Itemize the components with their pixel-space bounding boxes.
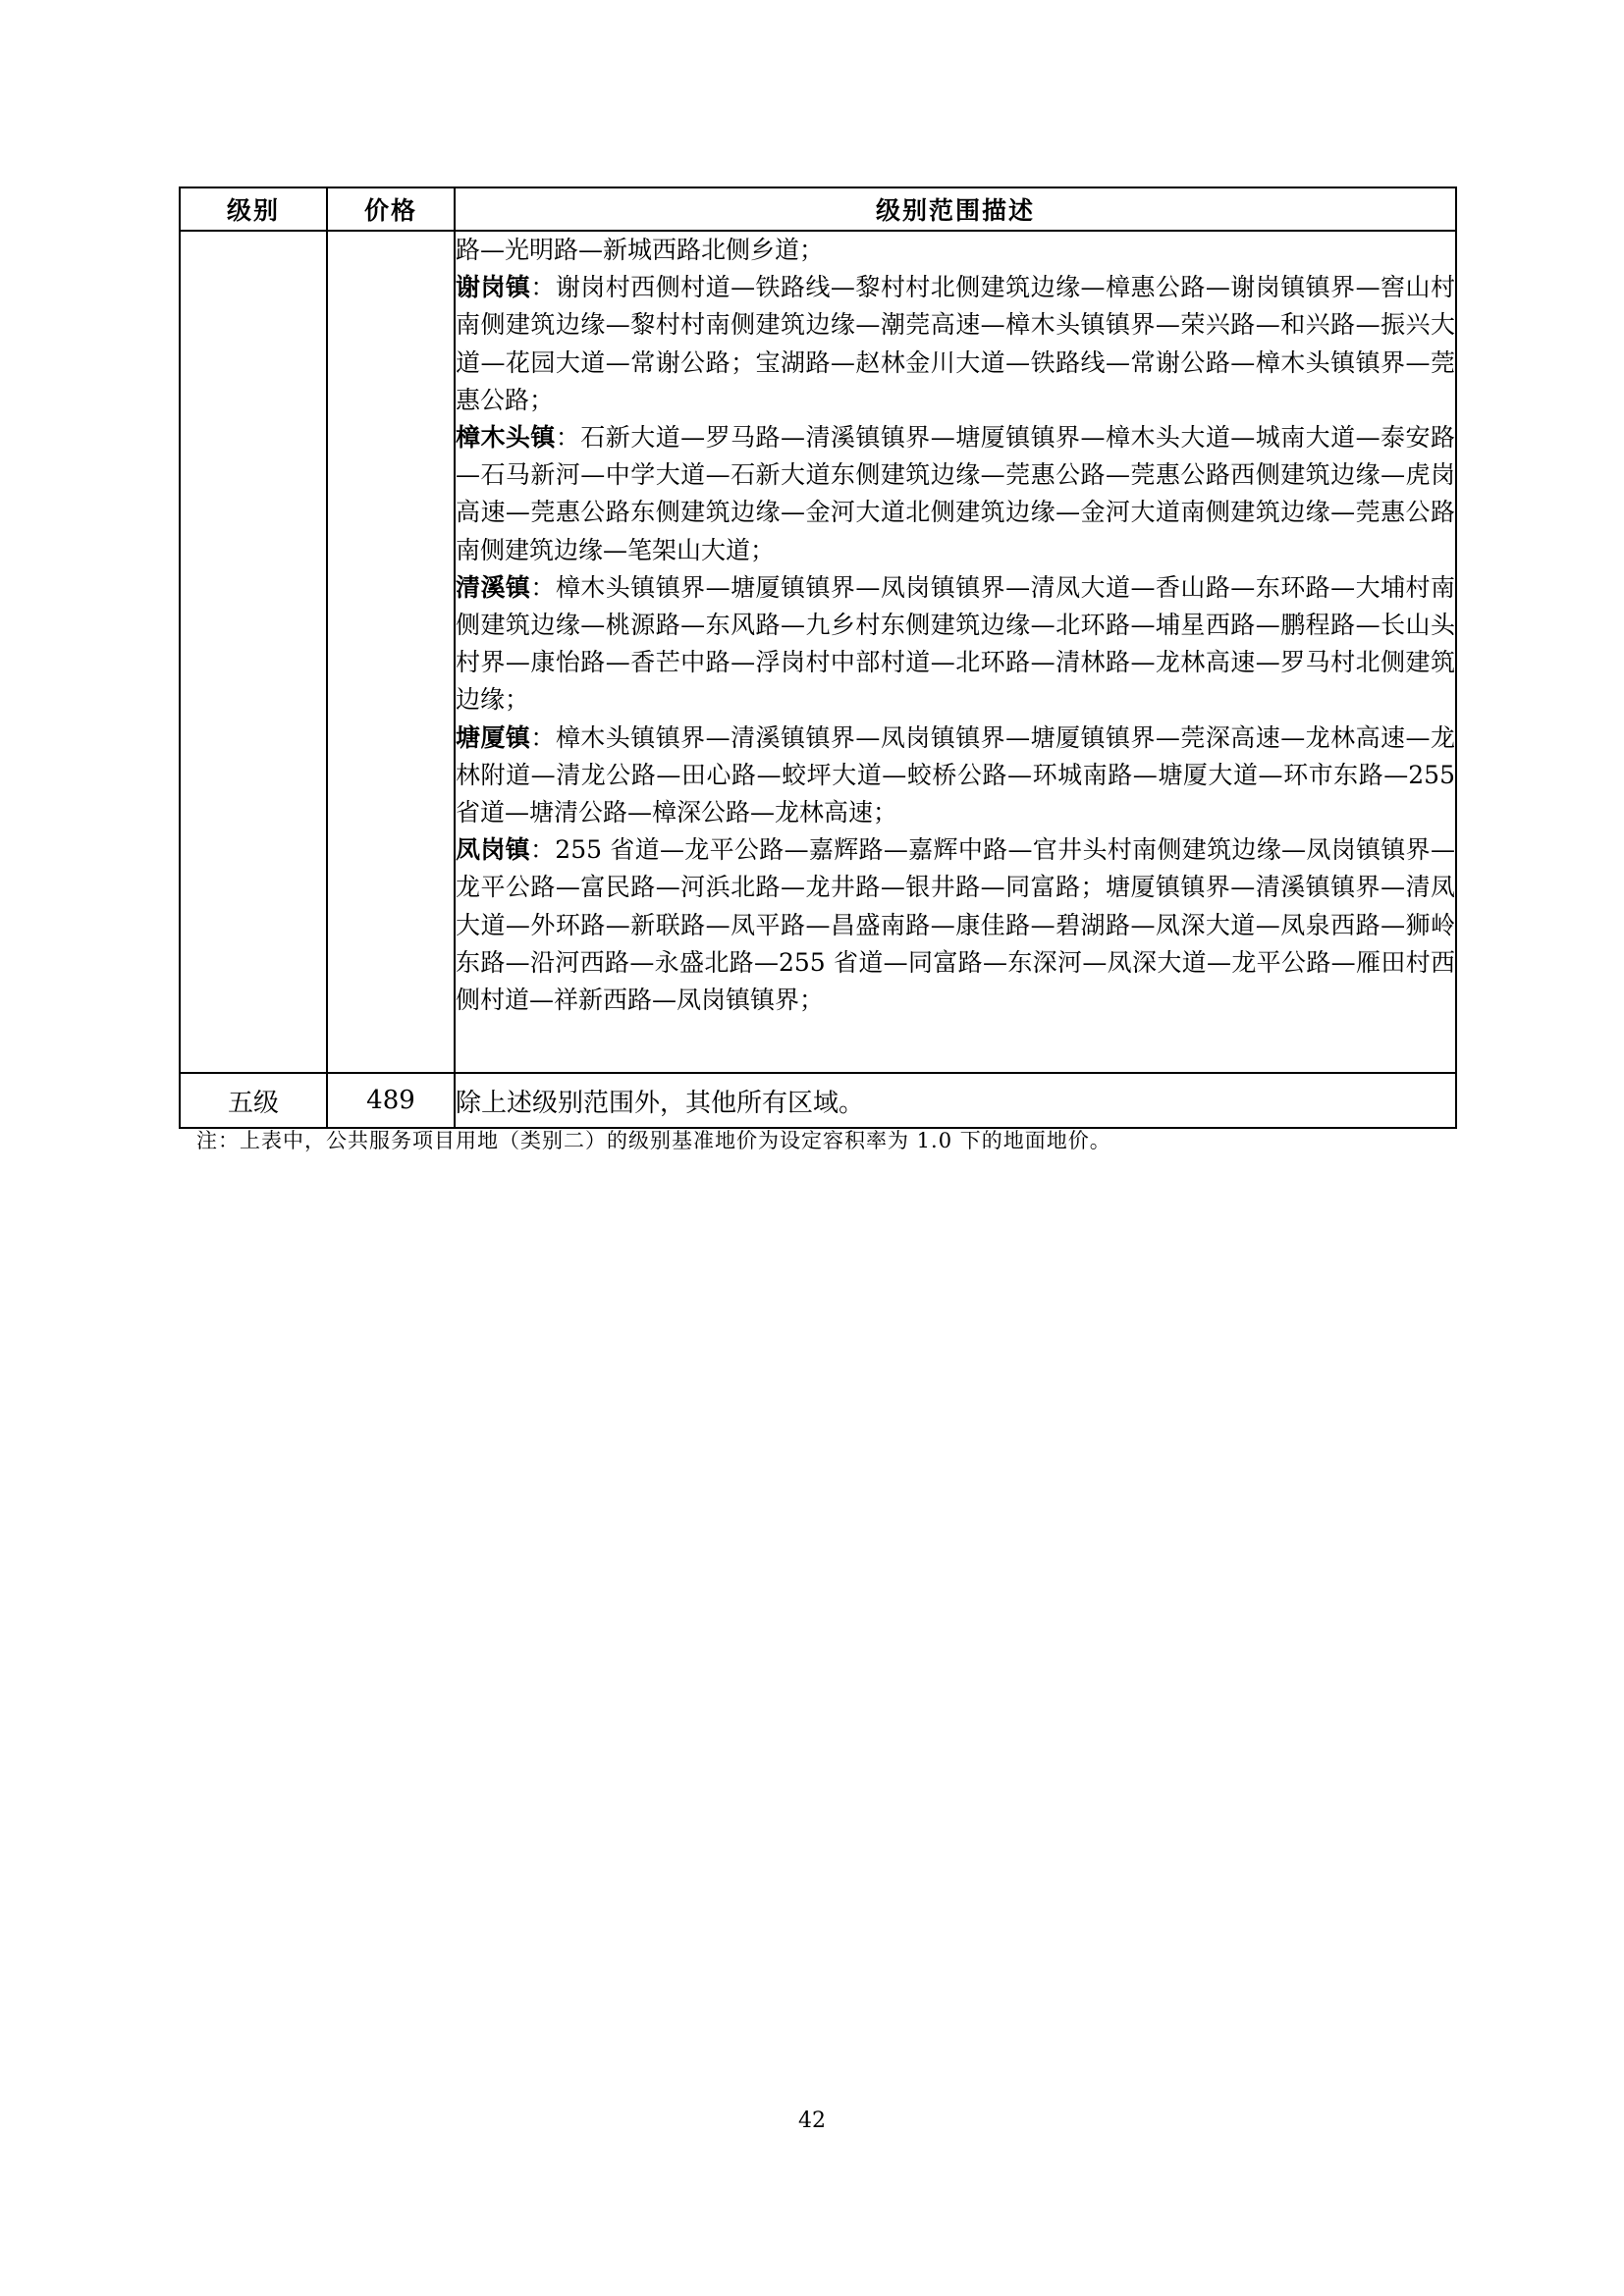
town-name: 谢岗镇: [456, 273, 531, 302]
grade-five-description: 除上述级别范围外，其他所有区域。: [455, 1073, 1456, 1128]
table-header-row: [180, 187, 1456, 231]
town-range-text: ：255 省道—龙平公路—嘉辉路—嘉辉中路—官井头村南侧建筑边缘—凤岗镇镇界—龙平公路—富民路—河浜北路—龙井路—银井路—同富路；塘厦镇镇界—清溪镇镇界—清凤大道—外环路—新联路—凤平路—昌盛南路—康佳路—碧湖路—凤深大道—凤泉西路—狮岭东路—沿河西路—永盛北路—255 省道—同富路—东深河—凤深大道—龙平公路—雁田村西侧村道—祥新西路—凤岗镇镇界；: [456, 835, 1455, 1015]
town-name: 樟木头镇: [456, 423, 556, 453]
description-intro: 路—光明路—新城西路北侧乡道；: [456, 236, 825, 264]
town-name: 清溪镇: [456, 572, 531, 602]
price-489-cell: 489: [327, 1073, 455, 1128]
town-entry-zhangmutou: [456, 419, 1455, 569]
land-price-grade-table: [179, 187, 1457, 1129]
town-range-text: ：谢岗村西侧村道—铁路线—黎村村北侧建筑边缘—樟惠公路—谢岗镇镇界—窖山村南侧建筑边缘—黎村村南侧建筑边缘—潮莞高速—樟木头镇镇界—荣兴路—和兴路—振兴大道—花园大道—常谢公路；宝湖路—赵林金川大道—铁路线—常谢公路—樟木头镇镇界—莞惠公路；: [456, 273, 1455, 414]
table-footnote: 注：上表中，公共服务项目用地（类别二）的级别基准地价为设定容积率为 1.0 下的地面地价。: [196, 1129, 1111, 1152]
town-range-text: ：樟木头镇镇界—清溪镇镇界—凤岗镇镇界—塘厦镇镇界—莞深高速—龙林高速—龙林附道—清龙公路—田心路—蛟坪大道—蛟桥公路—环城南路—塘厦大道—环市东路—255 省道—塘清公路—樟深公路—龙林高速；: [456, 722, 1455, 828]
description-text: [456, 232, 1455, 1019]
page-number: 42: [798, 2109, 826, 2133]
town-entry-xiegang: [456, 269, 1455, 419]
town-entry-fenggang: [456, 831, 1455, 1019]
table-row-grade-five: [180, 1073, 1456, 1128]
table-row-continuation: [180, 231, 1456, 1073]
grade-cell-empty: [180, 231, 327, 1073]
town-name: 凤岗镇: [456, 835, 530, 865]
header-grade: 级别: [180, 187, 327, 231]
town-entry-qingxi: [456, 569, 1455, 720]
grade-five-cell: 五级: [180, 1073, 327, 1128]
town-name: 塘厦镇: [456, 722, 531, 752]
description-cell: [455, 231, 1456, 1073]
town-entry-tangxia: [456, 720, 1455, 832]
town-range-text: ：石新大道—罗马路—清溪镇镇界—塘厦镇镇界—樟木头大道—城南大道—泰安路—石马新河—中学大道—石新大道东侧建筑边缘—莞惠公路—莞惠公路西侧建筑边缘—虎岗高速—莞惠公路东侧建筑边缘—金河大道北侧建筑边缘—金河大道南侧建筑边缘—莞惠公路南侧建筑边缘—笔架山大道；: [456, 423, 1455, 564]
price-cell-empty: [327, 231, 455, 1073]
header-price: 价格: [327, 187, 455, 231]
header-description: 级别范围描述: [455, 187, 1456, 231]
town-range-text: ：樟木头镇镇界—塘厦镇镇界—凤岗镇镇界—清凤大道—香山路—东环路—大埔村南侧建筑边缘—桃源路—东风路—九乡村东侧建筑边缘—北环路—埔星西路—鹏程路—长山头村界—康怡路—香芒中路—浮岗村中部村道—北环路—清林路—龙林高速—罗马村北侧建筑边缘；: [456, 572, 1455, 715]
